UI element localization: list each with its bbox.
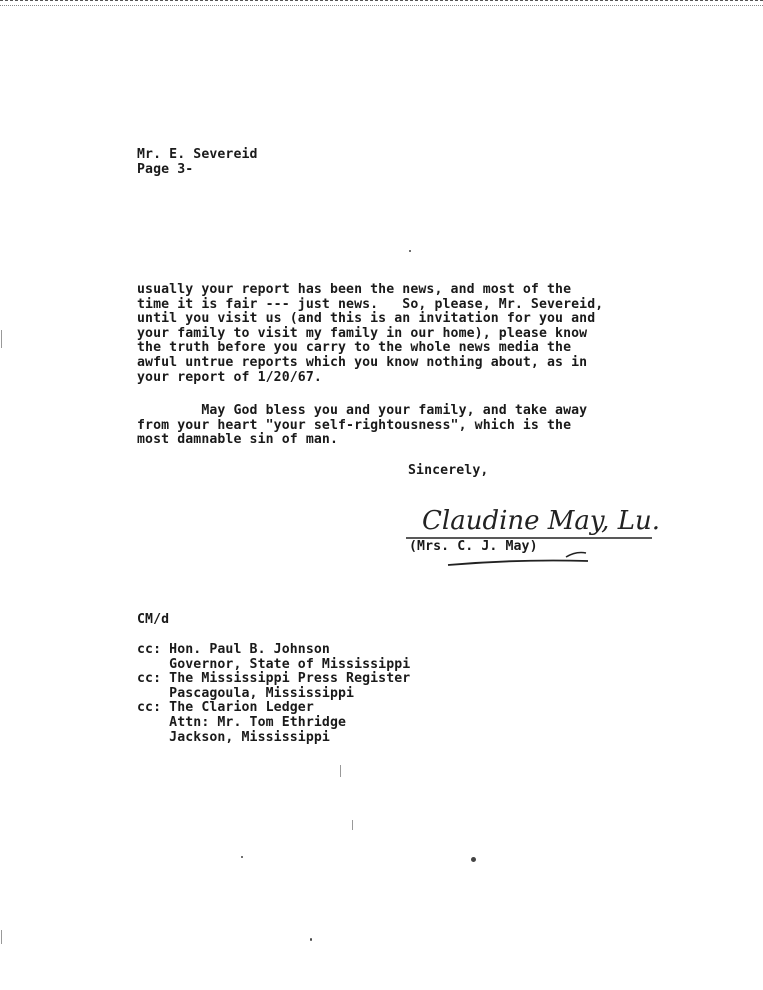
cc-entry-line: Attn: Mr. Tom Ethridge — [137, 714, 347, 730]
paragraph-line: most damnable sin of man. — [137, 432, 338, 448]
scan-edge-mark — [1, 930, 2, 944]
cc-entry-line: Jackson, Mississippi — [137, 729, 330, 745]
paragraph-line: usually your report has been the news, and most of the — [137, 282, 572, 297]
signature-text: Claudine May, Lu. — [422, 506, 660, 536]
cc-entry-line: Governor, State of Mississippi — [137, 656, 411, 672]
scan-speck — [471, 857, 476, 862]
recipient-line: Mr. E. Severeid — [137, 147, 258, 162]
paragraph-line: your report of 1/20/67. — [137, 369, 322, 385]
paragraph-line: awful untrue reports which you know nothing about, as in — [137, 354, 588, 370]
body-paragraph-2 — [137, 404, 587, 448]
letter-header — [137, 148, 258, 177]
scan-speck — [409, 250, 411, 252]
cc-entry-line: Pascagoula, Mississippi — [137, 685, 355, 701]
paragraph-line: your family to visit my family in our home), please know — [137, 325, 588, 341]
body-paragraph-1 — [137, 283, 603, 385]
paragraph-line: the truth before you carry to the whole news media the — [137, 340, 572, 356]
typed-signature-name: (Mrs. C. J. May) — [409, 539, 538, 554]
page-number-line: Page 3- — [137, 161, 194, 177]
page-top-border — [0, 0, 763, 6]
scan-edge-mark — [340, 765, 341, 777]
cc-entry-line: cc: Hon. Paul B. Johnson — [137, 642, 330, 657]
scan-speck — [241, 856, 243, 858]
scan-speck — [310, 938, 312, 941]
paragraph-line: until you visit us (and this is an invitation for you and — [137, 311, 596, 327]
typist-initials: CM/d — [137, 612, 170, 627]
paragraph-line: May God bless you and your family, and take away — [137, 403, 588, 418]
cc-entry-line: cc: The Mississippi Press Register — [137, 671, 411, 687]
cc-list — [137, 643, 410, 745]
paragraph-line: from your heart "your self-rightousness", which is the — [137, 417, 572, 433]
paragraph-line: time it is fair --- just news. So, please, Mr. Severeid, — [137, 296, 604, 312]
scan-edge-mark — [1, 330, 2, 348]
scan-edge-mark — [352, 820, 353, 830]
cc-entry-line: cc: The Clarion Ledger — [137, 700, 314, 716]
closing-line: Sincerely, — [408, 463, 489, 478]
